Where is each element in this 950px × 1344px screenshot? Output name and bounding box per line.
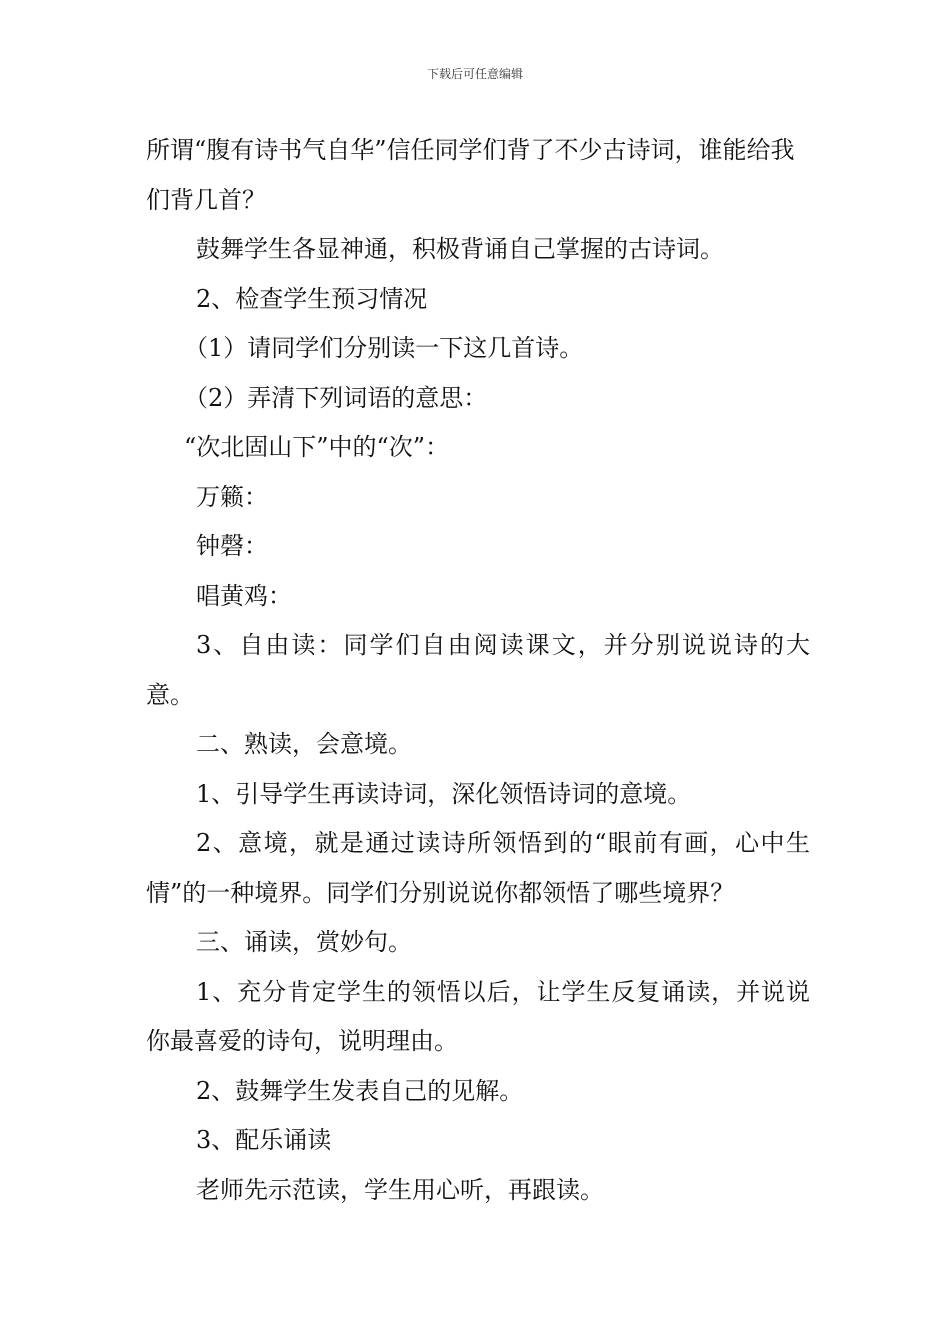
paragraph-express-opinion: 2、鼓舞学生发表自己的见解。 [196, 1076, 524, 1105]
paragraph-word-changhuangji: 唱黄鸡： [196, 581, 292, 610]
paragraph-teacher-demo: 老师先示范读，学生用心听，再跟读。 [196, 1175, 604, 1204]
paragraph-artistic-conception: 2、意境，就是通过读诗所领悟到的“眼前有画，心中生情”的一种境界。同学们分别说说你都领悟了哪些境界？ [146, 829, 810, 907]
paragraph-check-preview: 2、检查学生预习情况 [196, 284, 428, 313]
paragraph-encourage-recite: 鼓舞学生各显神通，积极背诵自己掌握的古诗词。 [196, 235, 724, 263]
paragraph-repeat-recite: 1、充分肯定学生的领悟以后，让学生反复诵读，并说说你最喜爱的诗句，说明理由。 [146, 977, 810, 1055]
paragraph-word-zhongqing: 钟磬： [196, 532, 268, 560]
paragraph-free-reading: 3、自由读：同学们自由阅读课文，并分别说说诗的大意。 [146, 631, 810, 709]
paragraph-intro-question: 所谓“腹有诗书气自华”信任同学们背了不少古诗词，谁能给我们背几首？ [146, 136, 795, 214]
paragraph-music-recite: 3、配乐诵读 [196, 1126, 332, 1154]
paragraph-word-ci: “次北固山下”中的“次”： [184, 433, 450, 461]
section-heading-two: 二、熟读，会意境。 [196, 730, 412, 758]
paragraph-word-meanings: （2）弄清下列词语的意思： [184, 383, 488, 412]
document-body [146, 126, 810, 1215]
paragraph-word-wanlai: 万籁： [196, 482, 268, 511]
paragraph-guide-reread: 1、引导学生再读诗词，深化领悟诗词的意境。 [196, 779, 692, 808]
paragraph-read-poems: （1）请同学们分别读一下这几首诗。 [184, 334, 584, 362]
page-header: 下载后可任意编辑 [426, 67, 523, 81]
section-heading-three: 三、诵读，赏妙句。 [196, 928, 412, 956]
